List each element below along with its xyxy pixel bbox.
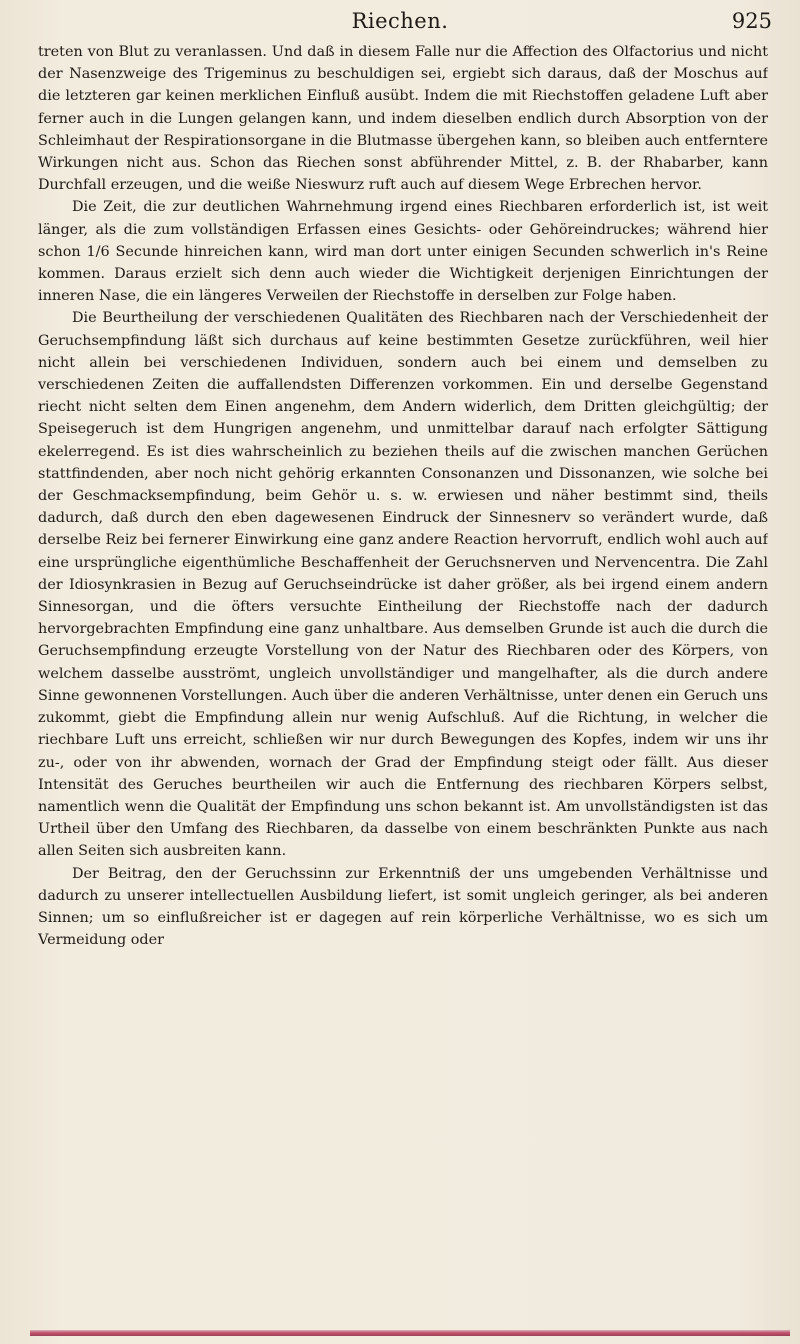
body-text (38, 41, 768, 1309)
bottom-edge-stripe (30, 1330, 790, 1336)
paragraph: Der Beitrag, den der Geruchssinn zur Erkenntniß der uns umgebenden Verhältnisse und dadurch zu unserer intellectuellen Ausbildung liefert, ist somit ungleich geringer, als bei anderen Sinnen; um so einflußreicher ist er dagegen auf rein körperliche Verhältnisse, wo es sich um Vermeidung oder (38, 865, 768, 949)
page-number: 925 (731, 9, 772, 33)
page-title: Riechen. (351, 9, 449, 33)
paragraph: Die Beurtheilung der verschiedenen Qualitäten des Riechbaren nach der Verschiedenheit der Geruchsempfindung läßt sich durchaus auf keine bestimmten Gesetze zurückführen, weil hier nicht allein bei verschiedenen Individuen, sondern auch bei einem und demselben zu verschiedenen Zeiten die auffallendsten Differenzen vorkommen. Ein und derselbe Gegenstand riecht nicht selten dem Einen angenehm, dem Andern widerlich, dem Dritten gleichgültig; der Speisegeruch ist dem Hungrigen angenehm, und unmittelbar darauf nach erfolgter Sättigung ekelerregend. Es ist dies wahrscheinlich zu beziehen theils auf die zwischen manchen Gerüchen stattfindenden, aber noch nicht gehörig erkannten Consonanzen und Dissonanzen, wie solche bei der Geschmacksempfindung, beim Gehör u. s. w. erwiesen und näher bestimmt sind, theils dadurch, daß durch den eben dagewesenen Eindruck der Sinnesnerv so verändert wurde, daß derselbe Reiz bei fernerer Einwirkung eine ganz andere Reaction hervorruft, endlich wohl auch auf eine ursprüngliche eigenthümliche Beschaffenheit der Geruchsnerven und Nervencentra. Die Zahl der Idiosynkrasien in Bezug auf Geruchseindrücke ist daher größer, als bei irgend einem andern Sinnesorgan, und die öfters versuchte Eintheilung der Riechstoffe nach der dadurch hervorgebrachten Empfindung eine ganz unhaltbare. Aus demselben Grunde ist auch die durch die Geruchsempfindung erzeugte Vorstellung von der Natur des Riechbaren oder des Körpers, von welchem dasselbe ausströmt, ungleich unvollständiger und mangelhafter, als die durch andere Sinne gewonnenen Vorstellungen. Auch über die anderen Verhältnisse, unter denen ein Geruch uns zukommt, giebt die Empfindung allein nur wenig Aufschluß. Auf die Richtung, in welcher die riechbare Luft uns erreicht, schließen wir nur durch Bewegungen des Kopfes, indem wir uns ihr zu-, oder von ihr abwenden, wornach der Grad der Empfindung steigt oder fällt. Aus dieser Intensität des Geruches beurtheilen wir auch die Entfernung des riechbaren Körpers selbst, namentlich wenn die Qualität der Empfindung uns schon bekannt ist. Am unvollständigsten ist das Urtheil über den Umfang des Riechbaren, da dasselbe von einem beschränkten Punkte aus nach allen Seiten sich ausbreiten kann. (38, 310, 768, 860)
paragraph: treten von Blut zu veranlassen. Und daß in diesem Falle nur die Affection des Olfactorius und nicht der Nasenzweige des Trigeminus zu beschuldigen sei, ergiebt sich daraus, daß der Moschus auf die letzteren gar keinen merklichen Einfluß ausübt. Indem die mit Riechstoffen geladene Luft aber ferner auch in die Lungen gelangen kann, und indem dieselben endlich durch Absorption von der Schleimhaut der Respirationsorgane in die Blutmasse übergehen kann, so bleiben auch entferntere Wirkungen nicht aus. Schon das Riechen sonst abführender Mittel, z. B. der Rhabarber, kann Durchfall erzeugen, und die weiße Nieswurz ruft auch auf diesem Wege Erbrechen hervor. (38, 44, 768, 194)
running-head (0, 6, 800, 36)
paragraph: Die Zeit, die zur deutlichen Wahrnehmung irgend eines Riechbaren erforderlich ist, ist weit länger, als die zum vollständigen Erfassen eines Gesichts- oder Gehöreindruckes; während hier schon 1/6 Secunde hinreichen kann, wird man dort unter einigen Secunden schwerlich in's Reine kommen. Daraus erzielt sich denn auch wieder die Wichtigkeit derjenigen Einrichtungen der inneren Nase, die ein längeres Verweilen der Riechstoffe in derselben zur Folge haben. (38, 199, 768, 305)
